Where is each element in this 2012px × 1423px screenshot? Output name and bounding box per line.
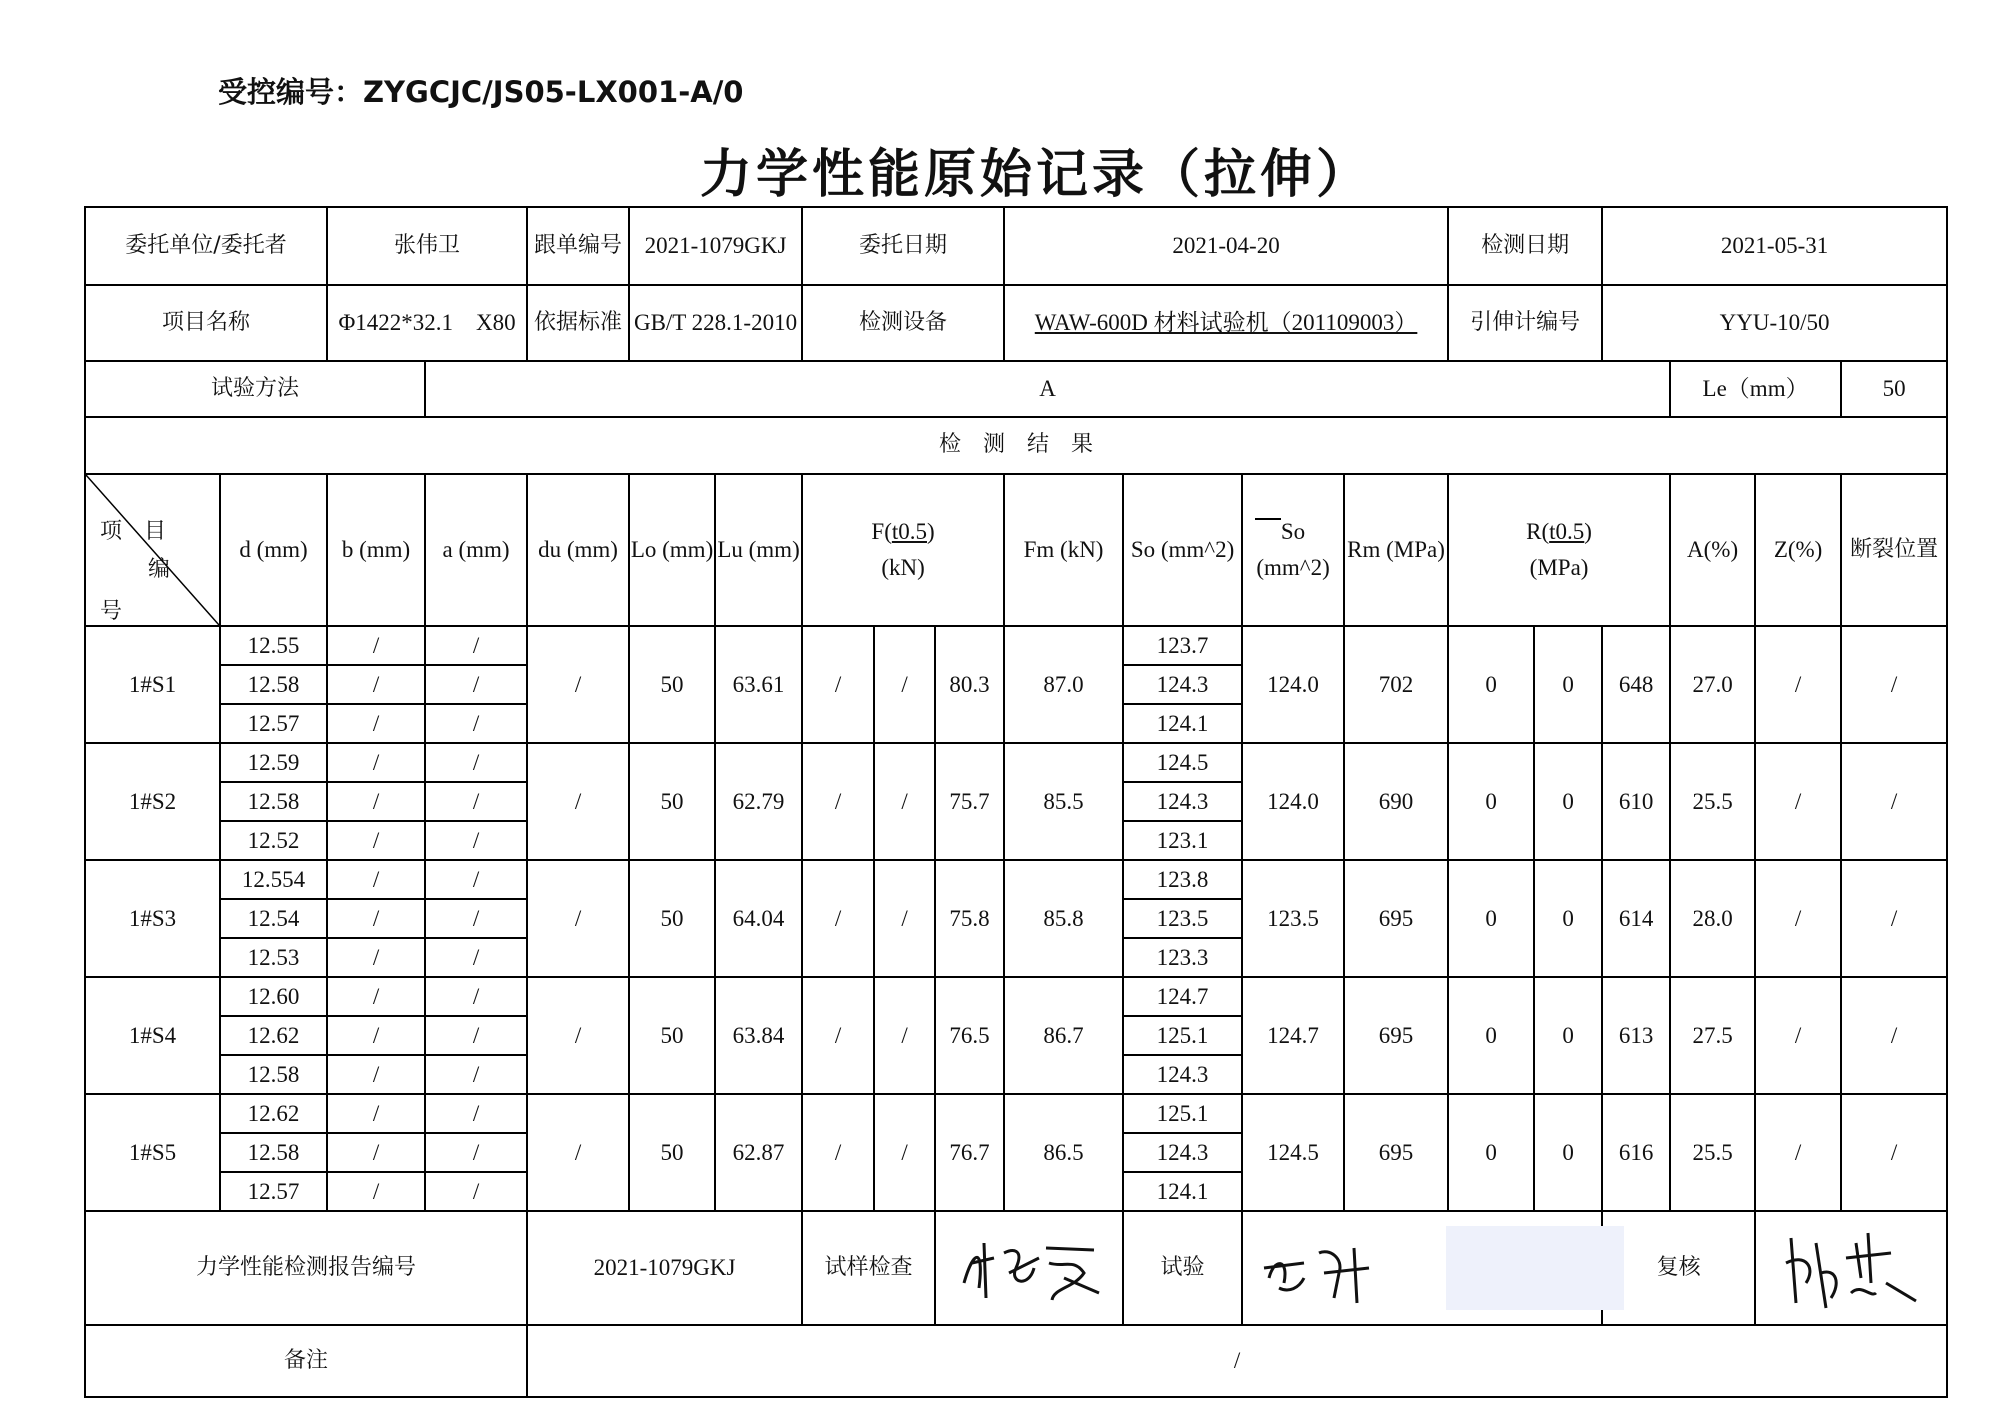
cell-r2: 0 <box>1534 626 1602 743</box>
sample-id: 1#S2 <box>85 743 220 860</box>
cell-du: / <box>527 1094 629 1211</box>
cell-a: / <box>425 782 527 821</box>
cell-so-avg: 123.5 <box>1242 860 1344 977</box>
cell-a: / <box>425 743 527 782</box>
cell-so: 123.1 <box>1123 821 1242 860</box>
col-r <box>1448 474 1670 626</box>
handwritten-signature-1 <box>954 1228 1104 1308</box>
method-label: 试验方法 <box>85 361 425 417</box>
cell-a: / <box>425 1094 527 1133</box>
cell-d: 12.57 <box>220 1172 327 1211</box>
col-f-sub: t0.5 <box>891 519 927 545</box>
order-no-label: 跟单编号 <box>527 207 629 285</box>
le-label: Le（mm） <box>1670 361 1841 417</box>
cell-lo: 50 <box>629 626 715 743</box>
diag-no-label: 号 <box>100 599 123 624</box>
cell-so: 124.3 <box>1123 665 1242 704</box>
table-row <box>85 977 1947 1016</box>
cell-d: 12.554 <box>220 860 327 899</box>
cell-d: 12.58 <box>220 1055 327 1094</box>
col-f <box>802 474 1004 626</box>
sample-rows <box>85 626 1947 1211</box>
cell-d: 12.62 <box>220 1016 327 1055</box>
col-rm: Rm (MPa) <box>1344 474 1448 626</box>
cell-a-pct: 25.5 <box>1670 1094 1755 1211</box>
cell-rm: 702 <box>1344 626 1448 743</box>
cell-r1: 0 <box>1448 743 1534 860</box>
cell-f3: 75.7 <box>935 743 1004 860</box>
cell-a: / <box>425 899 527 938</box>
cell-a: / <box>425 860 527 899</box>
order-no-value: 2021-1079GKJ <box>629 207 802 285</box>
cell-d: 12.59 <box>220 743 327 782</box>
method-value: A <box>425 361 1670 417</box>
method-row <box>85 361 1947 417</box>
cell-so: 125.1 <box>1123 1016 1242 1055</box>
cell-du: / <box>527 977 629 1094</box>
cell-z-pct: / <box>1755 1094 1841 1211</box>
cell-a-pct: 25.5 <box>1670 743 1755 860</box>
cell-b: / <box>327 1172 425 1211</box>
standard-value: GB/T 228.1-2010 <box>629 285 802 361</box>
col-fm: Fm (kN) <box>1004 474 1123 626</box>
cell-so: 124.1 <box>1123 704 1242 743</box>
cell-fm: 87.0 <box>1004 626 1123 743</box>
col-du: du (mm) <box>527 474 629 626</box>
table-row <box>85 860 1947 899</box>
results-banner-row <box>85 417 1947 474</box>
project-value: Φ1422*32.1 X80 <box>327 285 527 361</box>
cell-z-pct: / <box>1755 977 1841 1094</box>
remarks-value: / <box>527 1325 1947 1397</box>
cell-f3: 80.3 <box>935 626 1004 743</box>
sample-id: 1#S4 <box>85 977 220 1094</box>
cell-r2: 0 <box>1534 977 1602 1094</box>
extensometer-label: 引伸计编号 <box>1448 285 1602 361</box>
cell-fracture: / <box>1841 1094 1947 1211</box>
cell-fracture: / <box>1841 626 1947 743</box>
column-header-row <box>85 474 1947 626</box>
control-number: 受控编号：ZYGCJC/JS05-LX001-A/0 <box>218 75 744 109</box>
cell-so-avg: 124.0 <box>1242 743 1344 860</box>
review-signature <box>1755 1211 1947 1325</box>
cell-lo: 50 <box>629 743 715 860</box>
cell-b: / <box>327 860 425 899</box>
sample-check-signature <box>935 1211 1123 1325</box>
cell-b: / <box>327 938 425 977</box>
remarks-row <box>85 1325 1947 1397</box>
cell-f2: / <box>874 626 935 743</box>
cell-r3: 614 <box>1602 860 1670 977</box>
cell-rm: 690 <box>1344 743 1448 860</box>
client-label: 委托单位/委托者 <box>85 207 327 285</box>
cell-b: / <box>327 704 425 743</box>
col-d: d (mm) <box>220 474 327 626</box>
cell-fm: 86.5 <box>1004 1094 1123 1211</box>
cell-d: 12.55 <box>220 626 327 665</box>
cell-r2: 0 <box>1534 743 1602 860</box>
cell-b: / <box>327 899 425 938</box>
remarks-label: 备注 <box>85 1325 527 1397</box>
cell-fm: 85.5 <box>1004 743 1123 860</box>
cell-a: / <box>425 1055 527 1094</box>
cell-a: / <box>425 1016 527 1055</box>
cell-lo: 50 <box>629 1094 715 1211</box>
results-label: 检 测 结 果 <box>85 417 1947 474</box>
cell-so: 124.1 <box>1123 1172 1242 1211</box>
cell-so: 125.1 <box>1123 1094 1242 1133</box>
handwritten-signature-3 <box>1776 1223 1926 1313</box>
col-so: So (mm^2) <box>1123 474 1242 626</box>
cell-fracture: / <box>1841 977 1947 1094</box>
col-f-prefix: F( <box>871 519 892 545</box>
sample-check-label: 试样检查 <box>802 1211 935 1325</box>
test-date-value: 2021-05-31 <box>1602 207 1947 285</box>
cell-lu: 63.61 <box>715 626 802 743</box>
cell-d: 12.58 <box>220 1133 327 1172</box>
cell-du: / <box>527 626 629 743</box>
cell-rm: 695 <box>1344 977 1448 1094</box>
equipment-label: 检测设备 <box>802 285 1004 361</box>
sample-id: 1#S5 <box>85 1094 220 1211</box>
cell-lo: 50 <box>629 860 715 977</box>
cell-b: / <box>327 665 425 704</box>
cell-so: 124.7 <box>1123 977 1242 1016</box>
cell-z-pct: / <box>1755 626 1841 743</box>
cell-rm: 695 <box>1344 1094 1448 1211</box>
col-r-suffix: ) <box>1584 519 1592 545</box>
col-r-sub: t0.5 <box>1549 519 1585 545</box>
report-no-value: 2021-1079GKJ <box>527 1211 802 1325</box>
cell-f1: / <box>802 977 874 1094</box>
cell-fracture: / <box>1841 860 1947 977</box>
sample-id: 1#S3 <box>85 860 220 977</box>
standard-label: 依据标准 <box>527 285 629 361</box>
cell-r2: 0 <box>1534 860 1602 977</box>
cell-d: 12.57 <box>220 704 327 743</box>
cell-lu: 64.04 <box>715 860 802 977</box>
cell-a: / <box>425 977 527 1016</box>
cell-lu: 62.79 <box>715 743 802 860</box>
cell-du: / <box>527 743 629 860</box>
cell-f3: 75.8 <box>935 860 1004 977</box>
entrust-date-value: 2021-04-20 <box>1004 207 1448 285</box>
project-label: 项目名称 <box>85 285 327 361</box>
cell-b: / <box>327 1055 425 1094</box>
cell-a: / <box>425 1133 527 1172</box>
cell-so: 124.3 <box>1123 1133 1242 1172</box>
cell-b: / <box>327 743 425 782</box>
cell-f2: / <box>874 1094 935 1211</box>
col-f-unit: (kN) <box>881 555 925 580</box>
cell-f1: / <box>802 626 874 743</box>
cell-fm: 86.7 <box>1004 977 1123 1094</box>
col-r-unit: (MPa) <box>1529 555 1589 580</box>
cell-fracture: / <box>1841 743 1947 860</box>
client-value: 张伟卫 <box>327 207 527 285</box>
table-row <box>85 743 1947 782</box>
cell-z-pct: / <box>1755 743 1841 860</box>
test-label: 试验 <box>1123 1211 1242 1325</box>
cell-d: 12.60 <box>220 977 327 1016</box>
cell-a: / <box>425 821 527 860</box>
review-label: 复核 <box>1602 1211 1755 1325</box>
extensometer-value: YYU-10/50 <box>1602 285 1947 361</box>
footer-signature-row <box>85 1211 1947 1325</box>
col-f-suffix: ) <box>927 519 935 545</box>
cell-z-pct: / <box>1755 860 1841 977</box>
cell-r3: 610 <box>1602 743 1670 860</box>
cell-b: / <box>327 977 425 1016</box>
cell-a: / <box>425 938 527 977</box>
equipment-value: WAW-600D 材料试验机（201109003） <box>1004 285 1448 361</box>
col-so-avg-unit: (mm^2) <box>1256 555 1330 580</box>
col-so-avg-symbol: So <box>1281 514 1305 550</box>
cell-f1: / <box>802 1094 874 1211</box>
cell-so: 124.5 <box>1123 743 1242 782</box>
cell-so-avg: 124.5 <box>1242 1094 1344 1211</box>
cell-d: 12.58 <box>220 782 327 821</box>
cell-r2: 0 <box>1534 1094 1602 1211</box>
cell-r3: 648 <box>1602 626 1670 743</box>
cell-b: / <box>327 821 425 860</box>
cell-lu: 63.84 <box>715 977 802 1094</box>
diag-mid-label: 编 <box>148 557 171 582</box>
cell-lu: 62.87 <box>715 1094 802 1211</box>
cell-so: 123.7 <box>1123 626 1242 665</box>
cell-f1: / <box>802 860 874 977</box>
cell-d: 12.62 <box>220 1094 327 1133</box>
col-lo: Lo (mm) <box>629 474 715 626</box>
cell-b: / <box>327 626 425 665</box>
col-fracture: 断裂位置 <box>1841 474 1947 626</box>
cell-d: 12.52 <box>220 821 327 860</box>
col-a: a (mm) <box>425 474 527 626</box>
cell-lo: 50 <box>629 977 715 1094</box>
cell-b: / <box>327 782 425 821</box>
diagonal-header-cell <box>85 474 220 626</box>
cell-du: / <box>527 860 629 977</box>
cell-a-pct: 27.0 <box>1670 626 1755 743</box>
redacted-area <box>1446 1226 1624 1310</box>
cell-so: 124.3 <box>1123 1055 1242 1094</box>
cell-f2: / <box>874 860 935 977</box>
cell-a: / <box>425 665 527 704</box>
cell-so-avg: 124.7 <box>1242 977 1344 1094</box>
cell-a: / <box>425 626 527 665</box>
header-row-1 <box>85 207 1947 285</box>
cell-r1: 0 <box>1448 977 1534 1094</box>
cell-so: 123.3 <box>1123 938 1242 977</box>
cell-so: 123.8 <box>1123 860 1242 899</box>
cell-b: / <box>327 1016 425 1055</box>
cell-d: 12.58 <box>220 665 327 704</box>
report-no-label: 力学性能检测报告编号 <box>85 1211 527 1325</box>
cell-d: 12.54 <box>220 899 327 938</box>
cell-so-avg: 124.0 <box>1242 626 1344 743</box>
cell-r3: 613 <box>1602 977 1670 1094</box>
cell-b: / <box>327 1094 425 1133</box>
cell-r3: 616 <box>1602 1094 1670 1211</box>
sample-id: 1#S1 <box>85 626 220 743</box>
diag-item-label: 项 目 <box>100 519 167 544</box>
header-row-2 <box>85 285 1947 361</box>
cell-fm: 85.8 <box>1004 860 1123 977</box>
cell-a: / <box>425 704 527 743</box>
cell-b: / <box>327 1133 425 1172</box>
cell-f2: / <box>874 977 935 1094</box>
col-b: b (mm) <box>327 474 425 626</box>
table-row <box>85 626 1947 665</box>
handwritten-signature-2 <box>1259 1228 1389 1308</box>
cell-r1: 0 <box>1448 860 1534 977</box>
cell-so: 123.5 <box>1123 899 1242 938</box>
document-title: 力学性能原始记录（拉伸） <box>699 145 1372 205</box>
record-table <box>84 206 1948 1398</box>
cell-rm: 695 <box>1344 860 1448 977</box>
cell-r1: 0 <box>1448 1094 1534 1211</box>
cell-a-pct: 28.0 <box>1670 860 1755 977</box>
cell-f3: 76.5 <box>935 977 1004 1094</box>
col-a-pct: A(%) <box>1670 474 1755 626</box>
table-row <box>85 1094 1947 1133</box>
col-lu: Lu (mm) <box>715 474 802 626</box>
cell-a-pct: 27.5 <box>1670 977 1755 1094</box>
le-value: 50 <box>1841 361 1947 417</box>
entrust-date-label: 委托日期 <box>802 207 1004 285</box>
col-r-prefix: R( <box>1526 519 1550 545</box>
cell-f2: / <box>874 743 935 860</box>
cell-f1: / <box>802 743 874 860</box>
cell-a: / <box>425 1172 527 1211</box>
cell-so: 124.3 <box>1123 782 1242 821</box>
cell-r1: 0 <box>1448 626 1534 743</box>
cell-f3: 76.7 <box>935 1094 1004 1211</box>
col-so-avg <box>1242 474 1344 626</box>
col-z-pct: Z(%) <box>1755 474 1841 626</box>
test-date-label: 检测日期 <box>1448 207 1602 285</box>
cell-d: 12.53 <box>220 938 327 977</box>
